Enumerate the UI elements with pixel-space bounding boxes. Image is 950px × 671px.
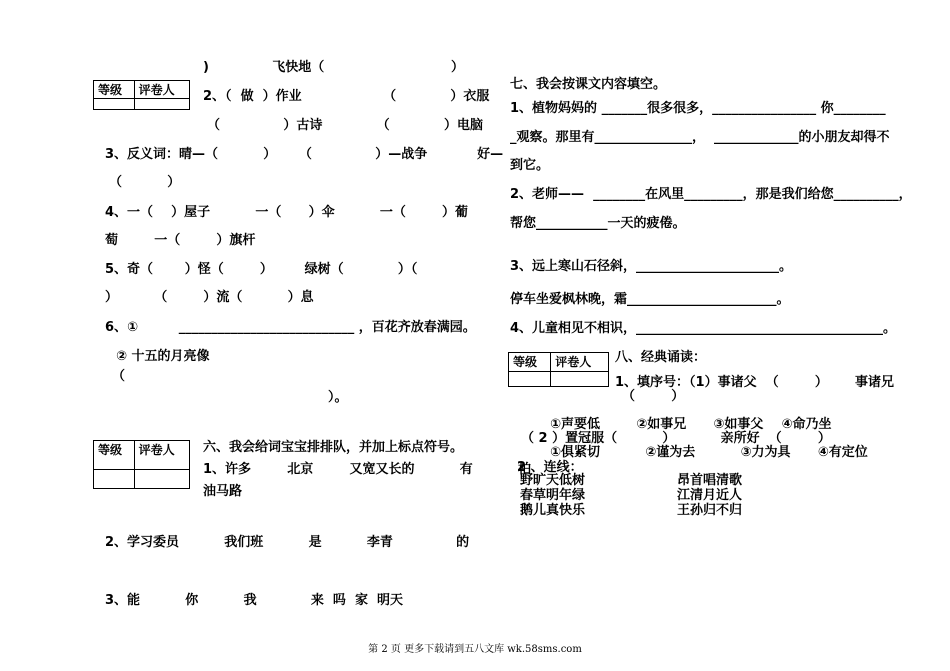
- s7-line1: 1、植物妈妈的 _______很多很多，________________ 你________: [510, 101, 886, 116]
- q4-line1: 4、一（ ）屋子 一（ ）伞 一（ ）葡: [105, 205, 469, 220]
- s7-line6: 3、远上寒山石径斜，______________________。: [510, 259, 793, 274]
- s6-q1-line2: 油马路: [203, 484, 243, 499]
- q5-line2: ） （ ）流（ ）息: [105, 290, 314, 305]
- match-left-3[interactable]: 鹅儿真快乐: [520, 503, 586, 518]
- match-right-2[interactable]: 江清月近人: [677, 488, 743, 503]
- s8-options-1: ①声要低 ②如事兄 ③如事父 ④命乃坐: [550, 417, 832, 432]
- match-left-2[interactable]: 春草明年绿: [520, 488, 586, 503]
- grader-cell[interactable]: [551, 372, 609, 387]
- grade-box-1: [93, 80, 190, 110]
- s7-line2: _观察。那里有_______________， _____________的小朋友却得不: [510, 130, 890, 145]
- grade-label: 等级: [94, 81, 135, 99]
- s7-line7: 停车坐爱枫林晚，霜_______________________。: [510, 292, 790, 307]
- q5-line1: 5、奇（ ）怪（ ） 绿树（ ）（: [105, 262, 418, 277]
- grade-cell[interactable]: [94, 99, 135, 110]
- grade-cell[interactable]: [94, 470, 135, 489]
- q3-line1: 3、反义词：晴—（ ） （ ）—战争 好—: [105, 147, 504, 162]
- grade-box-3: [508, 352, 609, 387]
- s6-q3: 3、能 你 我 来 吗 家 明天: [105, 593, 404, 608]
- q2-line2: （ ）古诗 （ ）电脑: [207, 118, 483, 133]
- match-left-1[interactable]: 野旷天低树: [520, 473, 586, 488]
- grader-cell[interactable]: [134, 99, 189, 110]
- s7-line4: 2、老师—— ________在风里_________，那是我们给您__________，: [510, 187, 912, 202]
- q2-line1: 2、（ 做 ）作业 （ ）衣服: [203, 89, 490, 104]
- section-8-title: 八、经典诵读：: [615, 350, 707, 365]
- q6-line4: ）。: [328, 390, 348, 405]
- s7-line5: 帮您___________一天的疲倦。: [510, 216, 686, 231]
- grader-label: 评卷人: [551, 353, 609, 372]
- match-right-1[interactable]: 昂首唱清歌: [677, 473, 743, 488]
- grade-box-2: [93, 440, 190, 489]
- page-footer: 第 2 页 更多下载请到五八文库 wk.58sms.com: [368, 644, 582, 655]
- s8-line4: 2 、连线：: [517, 460, 583, 475]
- grade-label: 等级: [94, 441, 135, 470]
- s6-q1-line1: 1、许多 北京 又宽又长的 有 柏: [203, 462, 531, 477]
- q6-line1: 6、① ___________________________ ，百花齐放春满园。: [105, 320, 476, 335]
- q4-line2: 萄 一（ ）旗杆: [105, 233, 256, 248]
- s8-options-2: ①俱紧切 ②谨为去 ③力为具 ④有定位: [550, 445, 868, 460]
- section-7-title: 七、我会按课文内容填空。: [510, 77, 667, 92]
- section-6-title: 六、我会给词宝宝排排队，并加上标点符号。: [203, 440, 464, 455]
- grade-label: 等级: [509, 353, 551, 372]
- line-fast: ) 飞快地（ ）: [203, 60, 465, 75]
- s8-line2: （ ）: [622, 389, 685, 404]
- s8-line3: （ 2 ）置冠服（ ） 亲所好 （ ）: [521, 431, 831, 446]
- grader-label: 评卷人: [134, 441, 189, 470]
- s8-line1: 1、填序号：（1）事诸父 （ ） 事诸兄: [615, 375, 895, 390]
- match-right-3[interactable]: 王孙归不归: [677, 503, 743, 518]
- grade-cell[interactable]: [509, 372, 551, 387]
- grader-cell[interactable]: [134, 470, 189, 489]
- s6-q2: 2、学习委员 我们班 是 李青 的: [105, 535, 470, 550]
- q6-line2: ② 十五的月亮像: [116, 349, 210, 364]
- s7-line3: 到它。: [510, 158, 550, 173]
- grader-label: 评卷人: [134, 81, 189, 99]
- q6-line3: （: [112, 369, 126, 384]
- q3-line2: （ ）: [109, 175, 181, 190]
- s7-line8: 4、儿童相见不相识，______________________________________。: [510, 321, 897, 336]
